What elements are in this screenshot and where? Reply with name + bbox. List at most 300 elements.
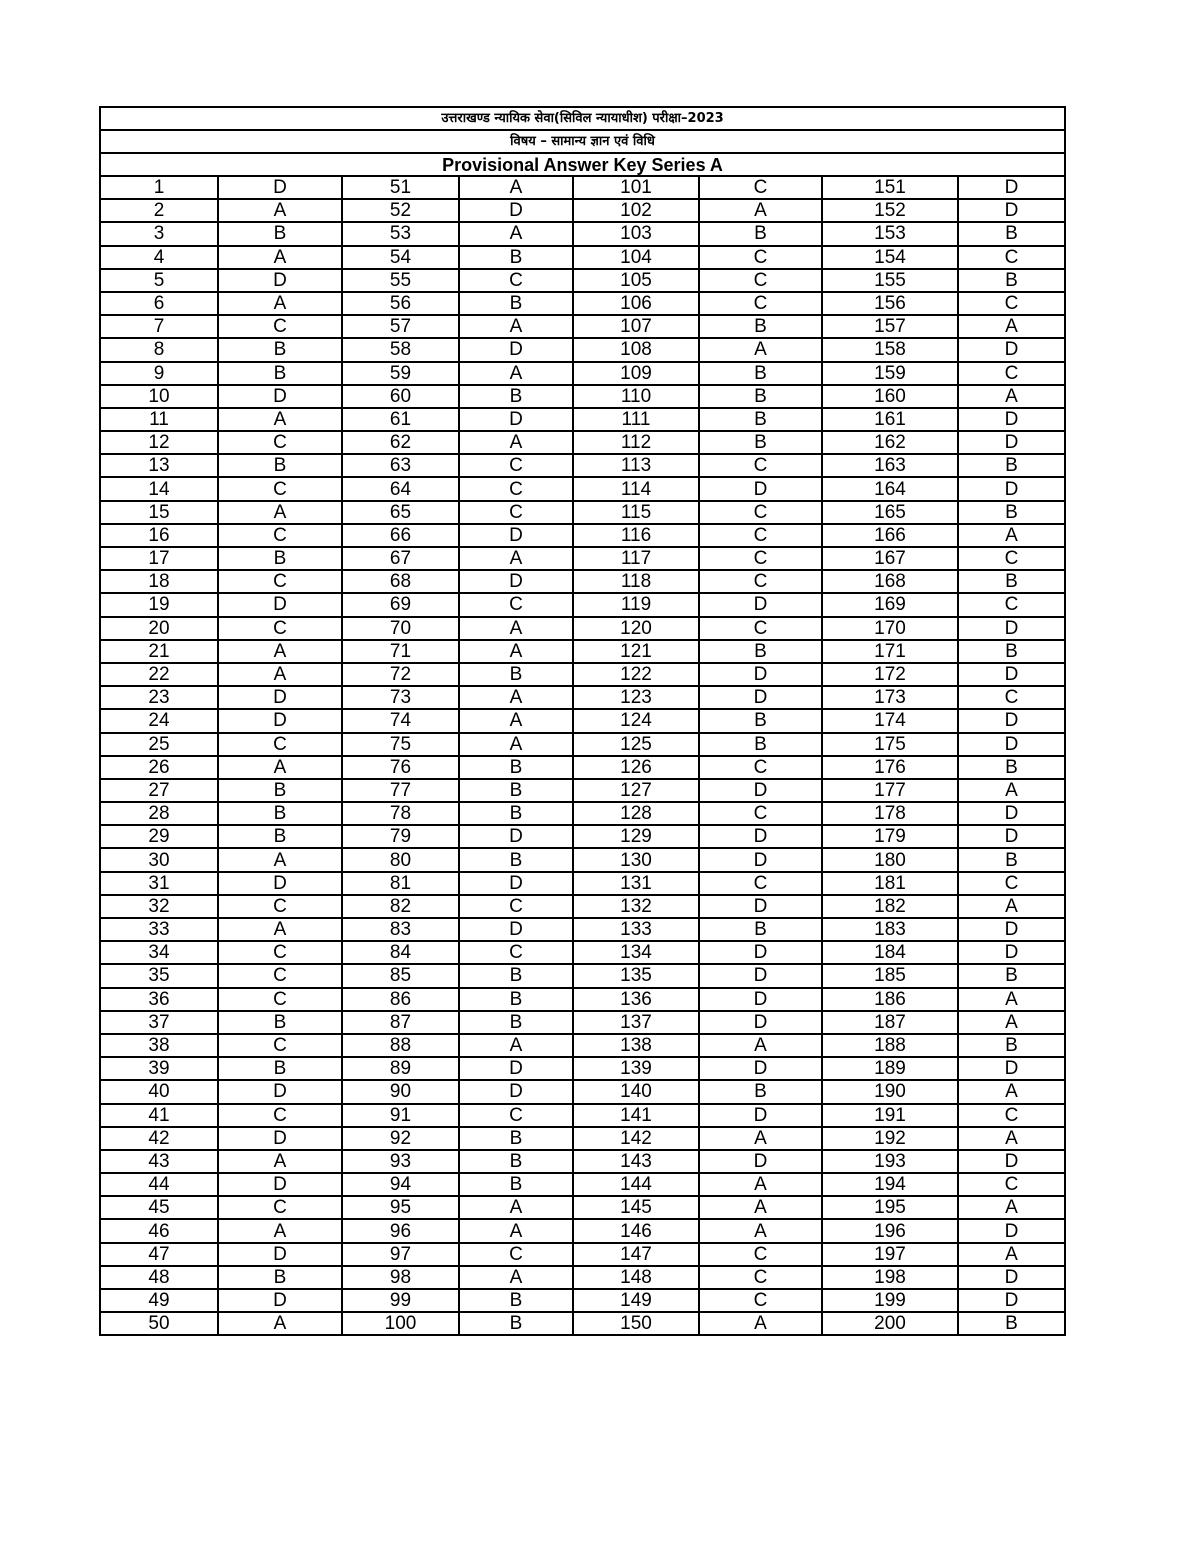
table-row: [100, 1011, 1065, 1034]
answer-letter-cell: B: [218, 338, 342, 361]
question-number-cell: 36: [100, 988, 218, 1011]
answer-letter-cell: C: [218, 1034, 342, 1057]
question-number-cell: 142: [573, 1127, 699, 1150]
question-number-cell: 107: [573, 315, 699, 338]
answer-letter-cell: D: [218, 1127, 342, 1150]
question-number-cell: 43: [100, 1150, 218, 1173]
series-row: [100, 153, 1065, 176]
question-number-cell: 149: [573, 1289, 699, 1312]
question-number-cell: 177: [822, 779, 958, 802]
table-row: [100, 477, 1065, 500]
question-number-cell: 11: [100, 408, 218, 431]
answer-letter-cell: C: [218, 733, 342, 756]
answer-letter-cell: B: [459, 964, 573, 987]
question-number-cell: 126: [573, 756, 699, 779]
table-row: [100, 408, 1065, 431]
question-number-cell: 178: [822, 802, 958, 825]
answer-letter-cell: A: [699, 1219, 822, 1242]
answer-letter-cell: C: [218, 1104, 342, 1127]
answer-letter-cell: B: [459, 246, 573, 269]
question-number-cell: 143: [573, 1150, 699, 1173]
question-number-cell: 200: [822, 1312, 958, 1335]
question-number-cell: 118: [573, 570, 699, 593]
question-number-cell: 4: [100, 246, 218, 269]
answer-letter-cell: A: [459, 547, 573, 570]
answer-letter-cell: D: [958, 199, 1065, 222]
question-number-cell: 168: [822, 570, 958, 593]
answer-letter-cell: B: [218, 222, 342, 245]
answer-letter-cell: D: [459, 872, 573, 895]
question-number-cell: 101: [573, 176, 699, 199]
table-row: [100, 338, 1065, 361]
answer-letter-cell: B: [958, 501, 1065, 524]
exam-title: उत्तराखण्ड न्यायिक सेवा(सिविल न्यायाधीश) परीक्षा–2023: [100, 107, 1065, 130]
question-number-cell: 15: [100, 501, 218, 524]
answer-letter-cell: C: [459, 454, 573, 477]
question-number-cell: 45: [100, 1196, 218, 1219]
question-number-cell: 44: [100, 1173, 218, 1196]
answer-letter-cell: D: [958, 825, 1065, 848]
question-number-cell: 95: [342, 1196, 459, 1219]
answer-letter-cell: B: [958, 640, 1065, 663]
answer-letter-cell: B: [459, 988, 573, 1011]
answer-letter-cell: A: [459, 431, 573, 454]
answer-letter-cell: A: [958, 779, 1065, 802]
answer-letter-cell: A: [958, 1196, 1065, 1219]
question-number-cell: 60: [342, 385, 459, 408]
answer-letter-cell: D: [459, 1057, 573, 1080]
table-row: [100, 431, 1065, 454]
question-number-cell: 147: [573, 1243, 699, 1266]
answer-letter-cell: C: [218, 570, 342, 593]
question-number-cell: 91: [342, 1104, 459, 1127]
question-number-cell: 162: [822, 431, 958, 454]
answer-letter-cell: C: [699, 617, 822, 640]
answer-letter-cell: C: [218, 941, 342, 964]
answer-letter-cell: B: [958, 269, 1065, 292]
question-number-cell: 176: [822, 756, 958, 779]
question-number-cell: 35: [100, 964, 218, 987]
question-number-cell: 56: [342, 292, 459, 315]
answer-letter-cell: B: [699, 222, 822, 245]
answer-letter-cell: B: [218, 454, 342, 477]
answer-letter-cell: C: [459, 477, 573, 500]
question-number-cell: 139: [573, 1057, 699, 1080]
answer-letter-cell: C: [459, 501, 573, 524]
question-number-cell: 134: [573, 941, 699, 964]
table-row: [100, 246, 1065, 269]
answer-letter-cell: B: [958, 222, 1065, 245]
answer-letter-cell: D: [218, 385, 342, 408]
question-number-cell: 54: [342, 246, 459, 269]
answer-letter-cell: B: [958, 756, 1065, 779]
question-number-cell: 69: [342, 593, 459, 616]
subject-row: [100, 130, 1065, 153]
question-number-cell: 29: [100, 825, 218, 848]
answer-letter-cell: A: [218, 199, 342, 222]
question-number-cell: 105: [573, 269, 699, 292]
question-number-cell: 155: [822, 269, 958, 292]
table-row: [100, 802, 1065, 825]
answer-letter-cell: A: [218, 501, 342, 524]
question-number-cell: 53: [342, 222, 459, 245]
question-number-cell: 195: [822, 1196, 958, 1219]
question-number-cell: 188: [822, 1034, 958, 1057]
table-row: [100, 222, 1065, 245]
question-number-cell: 7: [100, 315, 218, 338]
question-number-cell: 164: [822, 477, 958, 500]
question-number-cell: 23: [100, 686, 218, 709]
question-number-cell: 103: [573, 222, 699, 245]
answer-letter-cell: D: [699, 1057, 822, 1080]
table-row: [100, 825, 1065, 848]
answer-letter-cell: D: [699, 779, 822, 802]
answer-letter-cell: A: [699, 1196, 822, 1219]
question-number-cell: 185: [822, 964, 958, 987]
answer-letter-cell: D: [958, 733, 1065, 756]
question-number-cell: 172: [822, 663, 958, 686]
question-number-cell: 50: [100, 1312, 218, 1335]
table-row: [100, 1173, 1065, 1196]
answer-letter-cell: C: [699, 756, 822, 779]
answer-letter-cell: B: [218, 1011, 342, 1034]
answer-letter-cell: D: [958, 802, 1065, 825]
answer-letter-cell: D: [459, 199, 573, 222]
answer-letter-cell: D: [459, 408, 573, 431]
question-number-cell: 62: [342, 431, 459, 454]
question-number-cell: 64: [342, 477, 459, 500]
answer-letter-cell: C: [218, 988, 342, 1011]
question-number-cell: 191: [822, 1104, 958, 1127]
question-number-cell: 74: [342, 709, 459, 732]
question-number-cell: 81: [342, 872, 459, 895]
answer-letter-cell: C: [459, 269, 573, 292]
question-number-cell: 194: [822, 1173, 958, 1196]
answer-letter-cell: A: [459, 617, 573, 640]
answer-letter-cell: A: [459, 686, 573, 709]
answer-letter-cell: B: [459, 663, 573, 686]
question-number-cell: 129: [573, 825, 699, 848]
answer-letter-cell: D: [459, 1080, 573, 1103]
answer-letter-cell: D: [218, 686, 342, 709]
question-number-cell: 38: [100, 1034, 218, 1057]
answer-letter-cell: A: [459, 1266, 573, 1289]
answer-letter-cell: B: [218, 779, 342, 802]
question-number-cell: 71: [342, 640, 459, 663]
answer-letter-cell: A: [218, 640, 342, 663]
table-row: [100, 941, 1065, 964]
question-number-cell: 8: [100, 338, 218, 361]
answer-letter-cell: D: [699, 1150, 822, 1173]
question-number-cell: 24: [100, 709, 218, 732]
question-number-cell: 61: [342, 408, 459, 431]
question-number-cell: 47: [100, 1243, 218, 1266]
question-number-cell: 85: [342, 964, 459, 987]
question-number-cell: 104: [573, 246, 699, 269]
answer-letter-cell: A: [958, 1011, 1065, 1034]
question-number-cell: 189: [822, 1057, 958, 1080]
table-row: [100, 501, 1065, 524]
question-number-cell: 41: [100, 1104, 218, 1127]
answer-letter-cell: C: [699, 176, 822, 199]
table-row: [100, 988, 1065, 1011]
question-number-cell: 89: [342, 1057, 459, 1080]
answer-letter-cell: D: [218, 269, 342, 292]
question-number-cell: 154: [822, 246, 958, 269]
answer-letter-cell: D: [958, 663, 1065, 686]
answer-letter-cell: B: [459, 802, 573, 825]
question-number-cell: 114: [573, 477, 699, 500]
question-number-cell: 199: [822, 1289, 958, 1312]
question-number-cell: 127: [573, 779, 699, 802]
question-number-cell: 37: [100, 1011, 218, 1034]
exam-title-row: [100, 107, 1065, 130]
answer-letter-cell: D: [958, 1219, 1065, 1242]
table-row: [100, 733, 1065, 756]
question-number-cell: 14: [100, 477, 218, 500]
question-number-cell: 109: [573, 362, 699, 385]
table-row: [100, 315, 1065, 338]
answer-letter-cell: B: [218, 1266, 342, 1289]
answer-letter-cell: C: [459, 941, 573, 964]
answer-letter-cell: C: [958, 1104, 1065, 1127]
question-number-cell: 57: [342, 315, 459, 338]
question-number-cell: 73: [342, 686, 459, 709]
table-row: [100, 454, 1065, 477]
question-number-cell: 193: [822, 1150, 958, 1173]
question-number-cell: 181: [822, 872, 958, 895]
answer-letter-cell: D: [958, 1150, 1065, 1173]
question-number-cell: 174: [822, 709, 958, 732]
answer-letter-cell: B: [459, 756, 573, 779]
question-number-cell: 123: [573, 686, 699, 709]
question-number-cell: 77: [342, 779, 459, 802]
answer-letter-cell: A: [218, 918, 342, 941]
table-row: [100, 1127, 1065, 1150]
answer-letter-cell: B: [459, 1011, 573, 1034]
table-row: [100, 362, 1065, 385]
question-number-cell: 141: [573, 1104, 699, 1127]
answer-letter-cell: A: [958, 1080, 1065, 1103]
question-number-cell: 59: [342, 362, 459, 385]
answer-letter-cell: A: [218, 1150, 342, 1173]
answer-letter-cell: B: [699, 315, 822, 338]
answer-letter-cell: D: [699, 848, 822, 871]
answer-letter-cell: A: [459, 315, 573, 338]
question-number-cell: 97: [342, 1243, 459, 1266]
question-number-cell: 94: [342, 1173, 459, 1196]
answer-letter-cell: C: [699, 1243, 822, 1266]
table-row: [100, 1080, 1065, 1103]
question-number-cell: 165: [822, 501, 958, 524]
answer-letter-cell: A: [459, 733, 573, 756]
table-row: [100, 199, 1065, 222]
answer-letter-cell: B: [958, 964, 1065, 987]
table-row: [100, 686, 1065, 709]
answer-letter-cell: A: [699, 338, 822, 361]
answer-letter-cell: A: [958, 988, 1065, 1011]
question-number-cell: 34: [100, 941, 218, 964]
answer-letter-cell: C: [958, 547, 1065, 570]
question-number-cell: 18: [100, 570, 218, 593]
answer-letter-cell: B: [218, 825, 342, 848]
answer-letter-cell: B: [699, 709, 822, 732]
question-number-cell: 26: [100, 756, 218, 779]
question-number-cell: 13: [100, 454, 218, 477]
question-number-cell: 100: [342, 1312, 459, 1335]
answer-letter-cell: D: [699, 825, 822, 848]
answer-letter-cell: A: [699, 1312, 822, 1335]
question-number-cell: 72: [342, 663, 459, 686]
answer-letter-cell: D: [699, 1011, 822, 1034]
question-number-cell: 110: [573, 385, 699, 408]
answer-letter-cell: A: [218, 246, 342, 269]
question-number-cell: 198: [822, 1266, 958, 1289]
table-row: [100, 617, 1065, 640]
answer-letter-cell: C: [699, 1266, 822, 1289]
question-number-cell: 163: [822, 454, 958, 477]
question-number-cell: 25: [100, 733, 218, 756]
answer-letter-cell: A: [958, 895, 1065, 918]
answer-letter-cell: A: [218, 848, 342, 871]
question-number-cell: 93: [342, 1150, 459, 1173]
answer-letter-cell: C: [218, 1196, 342, 1219]
answer-letter-cell: C: [958, 246, 1065, 269]
question-number-cell: 16: [100, 524, 218, 547]
table-row: [100, 524, 1065, 547]
answer-letter-cell: C: [459, 1243, 573, 1266]
question-number-cell: 124: [573, 709, 699, 732]
answer-letter-cell: B: [459, 1312, 573, 1335]
table-row: [100, 593, 1065, 616]
question-number-cell: 119: [573, 593, 699, 616]
answer-letter-cell: B: [459, 385, 573, 408]
answer-letter-cell: C: [459, 593, 573, 616]
question-number-cell: 175: [822, 733, 958, 756]
answer-letter-cell: B: [218, 547, 342, 570]
answer-letter-cell: D: [218, 1289, 342, 1312]
answer-letter-cell: B: [218, 802, 342, 825]
question-number-cell: 21: [100, 640, 218, 663]
answer-letter-cell: A: [699, 1034, 822, 1057]
question-number-cell: 122: [573, 663, 699, 686]
question-number-cell: 115: [573, 501, 699, 524]
answer-letter-cell: D: [958, 941, 1065, 964]
question-number-cell: 17: [100, 547, 218, 570]
answer-letter-cell: A: [459, 1219, 573, 1242]
answer-letter-cell: D: [459, 524, 573, 547]
question-number-cell: 116: [573, 524, 699, 547]
series-title: Provisional Answer Key Series A: [100, 153, 1065, 176]
table-row: [100, 1034, 1065, 1057]
question-number-cell: 67: [342, 547, 459, 570]
answer-letter-cell: C: [218, 617, 342, 640]
answer-letter-cell: C: [699, 802, 822, 825]
answer-letter-cell: D: [699, 663, 822, 686]
table-row: [100, 1312, 1065, 1335]
answer-letter-cell: B: [699, 385, 822, 408]
answer-letter-cell: C: [958, 292, 1065, 315]
question-number-cell: 137: [573, 1011, 699, 1034]
question-number-cell: 111: [573, 408, 699, 431]
question-number-cell: 90: [342, 1080, 459, 1103]
answer-letter-cell: C: [218, 315, 342, 338]
question-number-cell: 22: [100, 663, 218, 686]
table-row: [100, 1266, 1065, 1289]
answer-letter-cell: A: [459, 1034, 573, 1057]
answer-letter-cell: B: [218, 1057, 342, 1080]
answer-letter-cell: B: [958, 454, 1065, 477]
question-number-cell: 138: [573, 1034, 699, 1057]
answer-letter-cell: B: [699, 733, 822, 756]
question-number-cell: 135: [573, 964, 699, 987]
table-row: [100, 872, 1065, 895]
question-number-cell: 28: [100, 802, 218, 825]
answer-letter-cell: C: [699, 1289, 822, 1312]
question-number-cell: 190: [822, 1080, 958, 1103]
table-row: [100, 895, 1065, 918]
question-number-cell: 46: [100, 1219, 218, 1242]
answer-letter-cell: D: [699, 988, 822, 1011]
answer-letter-cell: A: [958, 385, 1065, 408]
question-number-cell: 108: [573, 338, 699, 361]
question-number-cell: 42: [100, 1127, 218, 1150]
question-number-cell: 169: [822, 593, 958, 616]
answer-letter-cell: C: [459, 1104, 573, 1127]
question-number-cell: 63: [342, 454, 459, 477]
question-number-cell: 131: [573, 872, 699, 895]
table-row: [100, 570, 1065, 593]
question-number-cell: 125: [573, 733, 699, 756]
table-row: [100, 1243, 1065, 1266]
answer-letter-cell: C: [699, 872, 822, 895]
question-number-cell: 10: [100, 385, 218, 408]
answer-letter-cell: D: [459, 918, 573, 941]
question-number-cell: 78: [342, 802, 459, 825]
question-number-cell: 140: [573, 1080, 699, 1103]
answer-letter-cell: D: [218, 872, 342, 895]
answer-letter-cell: A: [218, 408, 342, 431]
question-number-cell: 179: [822, 825, 958, 848]
question-number-cell: 40: [100, 1080, 218, 1103]
question-number-cell: 32: [100, 895, 218, 918]
question-number-cell: 145: [573, 1196, 699, 1219]
question-number-cell: 88: [342, 1034, 459, 1057]
table-row: [100, 547, 1065, 570]
question-number-cell: 1: [100, 176, 218, 199]
question-number-cell: 132: [573, 895, 699, 918]
question-number-cell: 51: [342, 176, 459, 199]
question-number-cell: 5: [100, 269, 218, 292]
question-number-cell: 182: [822, 895, 958, 918]
question-number-cell: 157: [822, 315, 958, 338]
answer-letter-cell: D: [958, 338, 1065, 361]
question-number-cell: 84: [342, 941, 459, 964]
answer-letter-cell: A: [459, 222, 573, 245]
question-number-cell: 150: [573, 1312, 699, 1335]
question-number-cell: 186: [822, 988, 958, 1011]
answer-letter-cell: A: [218, 292, 342, 315]
answer-letter-cell: A: [958, 524, 1065, 547]
answer-letter-cell: A: [699, 1127, 822, 1150]
question-number-cell: 113: [573, 454, 699, 477]
question-number-cell: 65: [342, 501, 459, 524]
table-row: [100, 1150, 1065, 1173]
answer-letter-cell: B: [459, 1150, 573, 1173]
question-number-cell: 48: [100, 1266, 218, 1289]
answer-letter-cell: A: [459, 640, 573, 663]
answer-letter-cell: C: [699, 246, 822, 269]
